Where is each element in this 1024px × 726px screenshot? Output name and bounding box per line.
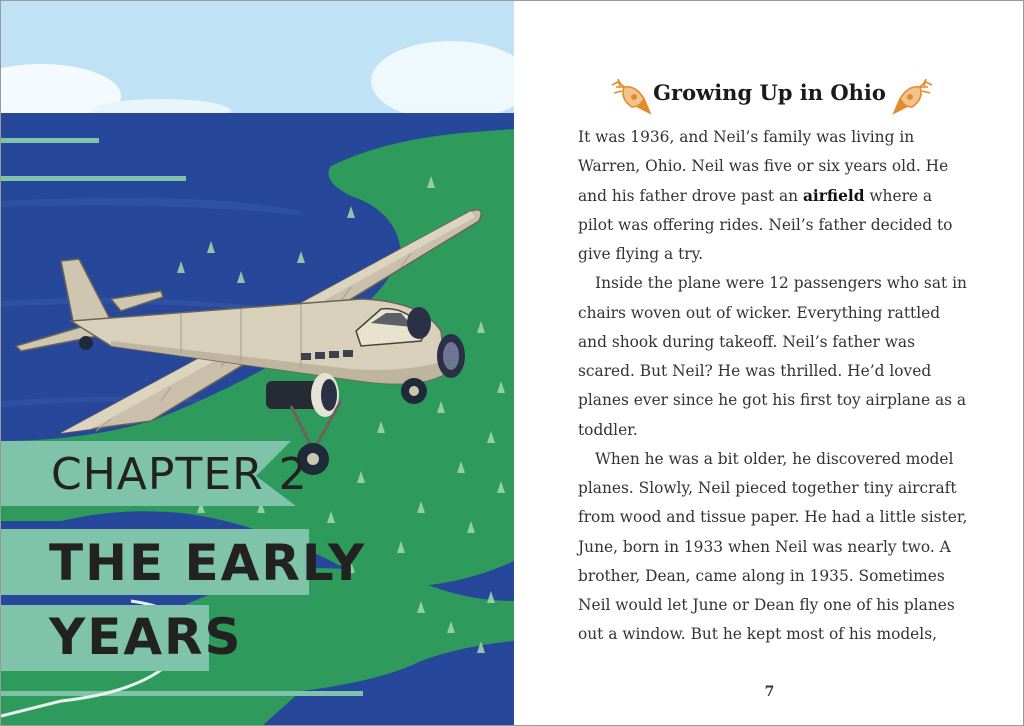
section-heading-text: Growing Up in Ohio [653,80,886,105]
chapter-title-line: YEARS [49,608,243,666]
page-number: 7 [764,684,775,700]
stripe [1,691,363,696]
section-heading [514,77,1024,113]
rocket-icon [890,77,934,117]
paragraph-text: where a pilot was offering rides. Neil’s father decided to give flying a try. [578,186,953,263]
paragraph: When he was a bit older, he discovered model planes. Slowly, Neil pieced together tiny aircraft from wood and tissue paper. He had a little sister, June, born in 1933 when Neil was nearly two. A brother, Dean, came along in 1935. Sometimes Neil would let June or Dean fly one of his planes out a window. But he kept most of his models, [578,449,968,644]
stripe [1,138,99,143]
chapter-opener-page [1,1,514,726]
paragraph: Inside the plane were 12 passengers who sat in chairs woven out of wicker. Everything rattled and shook during takeoff. Neil’s father was scared. But Neil? He was thrilled. He’d loved planes ever since he got his first toy airplane as a toddler. [578,274,967,439]
stripe [1,176,186,181]
paragraph [578,123,968,269]
chapter-title-line: THE EARLY [49,534,367,592]
glossary-term: airfield [802,186,865,205]
paragraph-text: It was 1936, and Neil’s family was living in Warren, Ohio. Neil was five or six years old. He and his father drove past an [578,128,949,205]
body-text [578,123,968,650]
chapter-label: CHAPTER 2 [51,449,308,500]
text-page [514,1,1024,726]
